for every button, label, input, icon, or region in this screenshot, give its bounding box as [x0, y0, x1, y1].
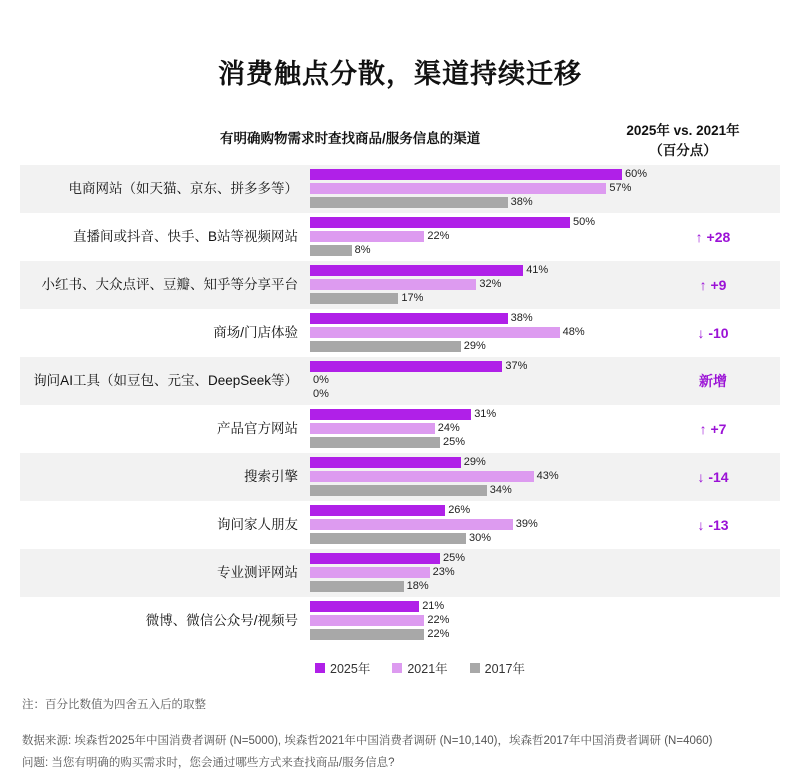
bar-value-label: 0%	[313, 388, 329, 400]
footnote-note: 注：百分比数值为四舍五入后的取整	[22, 699, 206, 711]
bar-value-label: 29%	[463, 456, 486, 468]
table-row	[20, 213, 780, 261]
bar	[310, 169, 622, 180]
bar-line-2025年	[310, 264, 652, 276]
bar-group	[310, 600, 652, 642]
table-row	[20, 357, 780, 405]
bar-line-2025年	[310, 312, 652, 324]
bar-value-label: 25%	[443, 436, 466, 448]
legend-item	[392, 659, 447, 677]
bar-line-2021年	[310, 422, 652, 434]
chart-legend	[60, 659, 780, 677]
delta-value: ↓ -13	[697, 517, 729, 533]
legend-swatch-icon	[392, 663, 402, 673]
bar-value-label: 41%	[526, 264, 549, 276]
bar-value-label: 50%	[573, 216, 596, 228]
category-label: 产品官方网站	[217, 420, 298, 436]
bar-line-2021年	[310, 326, 652, 338]
bar	[310, 581, 404, 592]
bar-value-label: 24%	[437, 422, 460, 434]
delta-header-line2: （百分点）	[649, 143, 717, 158]
table-row	[20, 165, 780, 213]
bar-group	[310, 360, 652, 402]
bar-value-label: 25%	[443, 552, 466, 564]
category-label: 商场/门店体验	[213, 324, 298, 340]
chart-header	[20, 121, 780, 165]
category-label: 询问AI工具（如豆包、元宝、DeepSeek等）	[33, 372, 298, 388]
category-label: 搜索引擎	[244, 468, 298, 484]
bar	[310, 293, 398, 304]
legend-label: 2021年	[407, 662, 448, 676]
bar-line-2025年	[310, 600, 652, 612]
bar	[310, 361, 502, 372]
bar-line-2017年	[310, 580, 652, 592]
legend-label: 2017年	[484, 662, 525, 676]
bar-line-2025年	[310, 504, 652, 516]
bar-value-label: 22%	[427, 628, 450, 640]
legend-swatch-icon	[315, 663, 325, 673]
bar	[310, 615, 424, 626]
bar	[310, 327, 560, 338]
delta-value: ↓ -10	[697, 325, 729, 341]
bar-line-2021年	[310, 374, 652, 386]
page-title: 消费触点分散，渠道持续迁移	[218, 59, 582, 89]
bar-line-2021年	[310, 518, 652, 530]
delta-header-line1: 2025年 vs. 2021年	[626, 123, 740, 138]
bar-value-label: 39%	[515, 518, 538, 530]
bar-value-label: 32%	[479, 278, 502, 290]
bar-line-2017年	[310, 340, 652, 352]
legend-label: 2025年	[330, 662, 371, 676]
bar	[310, 485, 487, 496]
bar-line-2017年	[310, 628, 652, 640]
bar-line-2025年	[310, 552, 652, 564]
bar-line-2017年	[310, 292, 652, 304]
chart-rows	[20, 165, 780, 645]
bar	[310, 183, 606, 194]
bar-line-2017年	[310, 196, 652, 208]
bar	[310, 217, 570, 228]
bar-group	[310, 456, 652, 498]
bar-value-label: 8%	[354, 244, 371, 256]
delta-column-header	[608, 121, 758, 161]
category-label: 小红书、大众点评、豆瓣、知乎等分享平台	[41, 276, 298, 292]
bar-group	[310, 264, 652, 306]
category-label: 微博、微信公众号/视频号	[145, 612, 298, 628]
bar-line-2017年	[310, 484, 652, 496]
bar	[310, 265, 523, 276]
bar-line-2021年	[310, 278, 652, 290]
bar	[310, 409, 471, 420]
bar	[310, 567, 430, 578]
category-label: 专业测评网站	[217, 564, 298, 580]
chart-area	[0, 121, 800, 677]
bar	[310, 553, 440, 564]
bar-group	[310, 408, 652, 450]
table-row	[20, 453, 780, 501]
bar-value-label: 38%	[510, 196, 533, 208]
delta-value: ↓ -14	[697, 469, 729, 485]
bar-line-2021年	[310, 230, 652, 242]
bar	[310, 279, 476, 290]
bar-value-label: 48%	[562, 326, 585, 338]
bar-line-2021年	[310, 470, 652, 482]
bar-value-label: 22%	[427, 230, 450, 242]
bar	[310, 533, 466, 544]
bar	[310, 601, 419, 612]
bar	[310, 457, 461, 468]
bar-value-label: 38%	[510, 312, 533, 324]
delta-value: ↑ +28	[695, 229, 731, 245]
bar	[310, 245, 352, 256]
bar-line-2017年	[310, 244, 652, 256]
bar	[310, 341, 461, 352]
bar-value-label: 26%	[448, 504, 471, 516]
bar-line-2021年	[310, 566, 652, 578]
bar-value-label: 43%	[536, 470, 559, 482]
delta-value: 新增	[699, 373, 727, 389]
bar-line-2017年	[310, 388, 652, 400]
category-label: 直播间或抖音、快手、B站等视频网站	[72, 228, 298, 244]
bar-value-label: 34%	[489, 484, 512, 496]
chart-subtitle: 有明确购物需求时查找商品/服务信息的渠道	[220, 131, 481, 146]
table-row	[20, 501, 780, 549]
bar-value-label: 21%	[422, 600, 445, 612]
table-row	[20, 549, 780, 597]
delta-value: ↑ +9	[699, 277, 727, 293]
category-label: 询问家人朋友	[217, 516, 298, 532]
bar-line-2025年	[310, 360, 652, 372]
bar-group	[310, 312, 652, 354]
bar-value-label: 60%	[625, 168, 648, 180]
bar-line-2017年	[310, 532, 652, 544]
bar	[310, 197, 508, 208]
bar-value-label: 29%	[463, 340, 486, 352]
bar	[310, 231, 424, 242]
bar-value-label: 37%	[505, 360, 528, 372]
bar-value-label: 57%	[609, 182, 632, 194]
legend-item	[315, 659, 370, 677]
footnote-question: 问题: 当您有明确的购买需求时，您会通过哪些方式来查找商品/服务信息?	[22, 756, 395, 769]
bar-value-label: 22%	[427, 614, 450, 626]
bar-line-2021年	[310, 614, 652, 626]
bar	[310, 505, 445, 516]
bar-value-label: 23%	[432, 566, 455, 578]
category-label: 电商网站（如天猫、京东、拼多多等）	[68, 180, 298, 196]
bar	[310, 519, 513, 530]
bar-line-2025年	[310, 216, 652, 228]
bar-line-2017年	[310, 436, 652, 448]
legend-item	[470, 659, 525, 677]
legend-swatch-icon	[470, 663, 480, 673]
bar-group	[310, 552, 652, 594]
bar-value-label: 31%	[474, 408, 497, 420]
bar-value-label: 18%	[406, 580, 429, 592]
bar-value-label: 17%	[401, 292, 424, 304]
bar	[310, 423, 435, 434]
bar-line-2025年	[310, 168, 652, 180]
bar-group	[310, 168, 652, 210]
table-row	[20, 405, 780, 453]
table-row	[20, 597, 780, 645]
bar-line-2021年	[310, 182, 652, 194]
delta-value: ↑ +7	[699, 421, 727, 437]
bar	[310, 313, 508, 324]
bar-group	[310, 216, 652, 258]
bar-group	[310, 504, 652, 546]
footnote-source: 数据来源: 埃森哲2025年中国消费者调研 (N=5000), 埃森哲2021年中国消费者调研 (N=10,140)，埃森哲2017年中国消费者调研 (N=4060)	[22, 734, 713, 747]
footnotes	[0, 695, 800, 775]
bar-value-label: 30%	[469, 532, 492, 544]
bar-line-2025年	[310, 456, 652, 468]
bar	[310, 471, 534, 482]
bar-value-label: 0%	[313, 374, 329, 386]
bar-line-2025年	[310, 408, 652, 420]
table-row	[20, 309, 780, 357]
bar	[310, 629, 424, 640]
bar	[310, 437, 440, 448]
table-row	[20, 261, 780, 309]
